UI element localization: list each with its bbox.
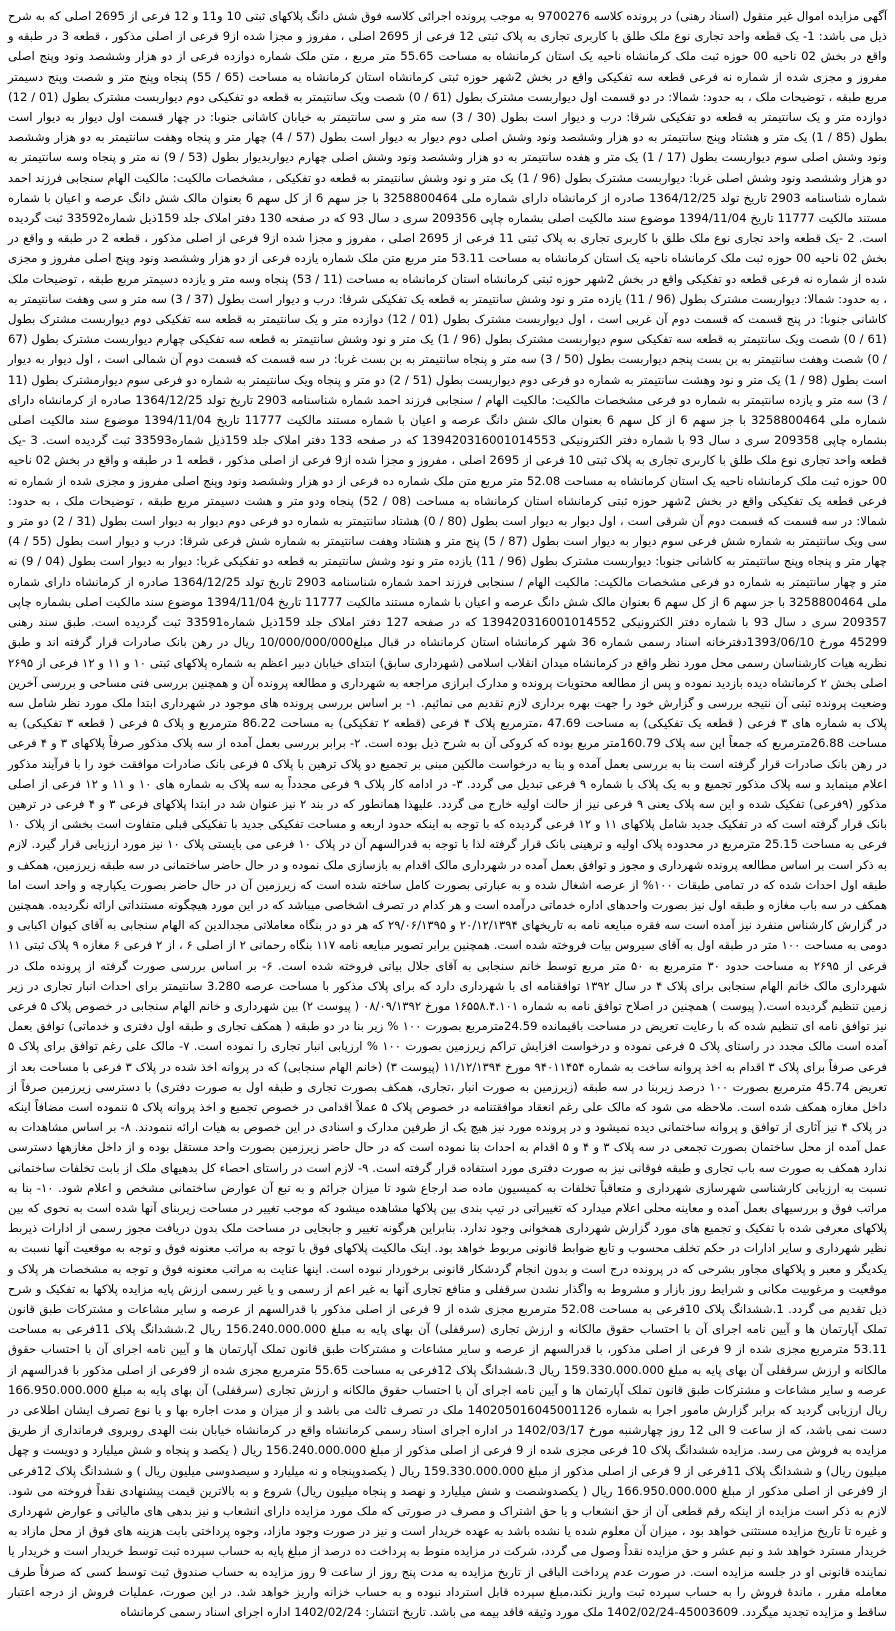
auction-notice-text: آگهی مزایده اموال غیر منقول (اسناد رهنی) در پرونده کلاسه 9700276 به موجب پرونده اجرائی کلاسه فوق شش دانگ پلاکهای ثبتی 10 و11 و 12 فرعی از 2695 اصلی که به شرح ذیل می باشد: 1- یک قطعه واحد تجاری نوع ملک طلق با کاربری تجاری به پلاک ثبتی 12 فرعی از 2695 اصلی ، مفروز و مجزا شده از9 فرعی از اصلی مذکور ، قطعه 3 در طبقه و واقع در بخش 02 ناحیه 00 حوزه ثبت ملک کرمانشاه ناحیه یک استان کرمانشاه به مساحت 55.65 متر مربع ، متن ملک شماره دوازده فرعی از دو هزار وششصد ونود وپنج اصلی مفروز و مجزی شده از شماره نه فرعی قطعه سه تفکیکی واقع در بخش 2شهر حوزه ثبتی کرمانشاه استان کرمانشاه به مساحت (65 / 55) پنجاه وپنج متر و شصت وپنج دسیمتر مربع طبقه ، توضیحات ملک ، به حدود: شمالا: در دو قسمت اول دیواربست مشترک بطول (61 / 0) شصت ویک سانتیمتر به قطعه دو تفکیکی دوم دیواربست مشترک بطول (01 / 12) دوازده متر و یک سانتیمتر به قطعه دو تفکیکی شرقا: درب و دیوار است بطول (30 / 3) سه متر و سی سانتیمتر به خیابان کاشانی جنوبا: در چهار قسمت اول دیوار به دیوار است بطول (85 / 1) یک متر و هشتاد وپنج سانتیمتر به دو هزار وششصد ونود وشش اصلی دوم دیوار به دیوار است بطول (57 / 4) چهار متر و پنجاه وهفت سانتیمتر به دو هزار وششصد ونود وشش اصلی سوم دیواربست بطول (17 / 1) یک متر و هفده سانتیمتر به دو هزار وششصد ونود وشش اصلی چهارم دیواربدیوار بطول (53 / 9) نه متر و پنجاه وسه سانتیمتر به دو هزار وششصد ونود وشش اصلی غربا: دیواربست مشترک بطول (96 / 1) یک متر و نود وشش سانتیمتر به قطعه دو تفکیکی ، مشخصات مالکیت: مالکیت الهام سنجابی فرزند احمد شماره شناسنامه 2903 تاریخ تولد 1364/12/25 صادره از کرمانشاه دارای شماره ملی 3258800464 با جز سهم 6 از کل سهم 6 بعنوان مالک شش دانگ عرصه و اعیان با شماره مستند مالکیت 11777 تاریخ 1394/11/04 موضوع سند مالکیت اصلی بشماره چاپی 209356 سری د سال 93 که در صفحه 130 دفتر املاک جلد 159ذیل شماره33592 ثبت گردیده است. 2 -یک قطعه واحد تجاری نوع ملک طلق با کاربری تجاری به پلاک ثبتی 11 فرعی از 2695 اصلی ، مفروز و مجزا شده از9 فرعی از اصلی مذکور ، قطعه 2 در طبقه و واقع در بخش 02 ناحیه 00 حوزه ثبت ملک کرمانشاه ناحیه یک استان کرمانشاه به مساحت 53.11 متر مربع متن ملک شماره یازده فرعی از دو هزار وششصد ونود وپنج اصلی مفروز و مجزی شده از شماره نه فرعی قطعه دو تفکیکی واقع در بخش 2شهر حوزه ثبتی کرمانشاه استان کرمانشاه به مساحت (11 / 53) پنجاه وسه متر و یازده دسیمتر مربع طبقه ، توضیحات ملک ، به حدود: شمالا: دیواربست مشترک بطول (96 / 11) یازده متر و نود وشش سانتیمتر به قطعه یک تفکیکی شرقا: درب و دیوار است بطول (37 / 3) سه متر و سی وهفت سانتیمتر به کاشانی جنوبا: در پنج قسمت که قسمت دوم آن غربی است ، اول دیواربست مشترک بطول (01 / 12) دوازده متر و یک سانتیمتر به قطعه سه تفکیکی دوم دیواربست مشترک بطول (61 / 0) شصت ویک سانتیمتر به قطعه سه تفکیکی سوم دیواربست مشترک بطول (96 / 1) یک متر و نود وشش سانتیمتر به قطعه سه تفکیکی چهارم دیواربست مشترک بطول (67 / 0) شصت وهفت سانتیمتر به بن بست پنجم دیواربست بطول (50 / 3) سه متر و پنجاه سانتیمتر به بن بست غربا: در سه قسمت که قسمت دوم آن شمالی است ، اول دیوار به دیوار است بطول (98 / 1) یک متر و نود وهشت سانتیمتر به شماره دو فرعی دوم دیواربست بطول (51 / 2) دو متر و پنجاه ویک سانتیمتر به شماره دو فرعی سوم دیوارمشترک بطول (11 / 3) سه متر و یازده سانتیمتر به شماره دو فرعی مشخصات مالکیت: مالکیت الهام / سنجابی فرزند احمد شماره شناسنامه 2903 تاریخ تولد 1364/12/25 صادره از کرمانشاه دارای شماره ملی 3258800464 با جز سهم 6 از کل سهم 6 بعنوان مالک شش دانگ عرصه و اعیان با شماره مستند مالکیت 11777 تاریخ 1394/11/04 موضوع سند مالکیت اصلی بشماره چاپی 209358 سری د سال 93 با شماره دفتر الکترونیکی 139420316001014553 که در صفحه 133 دفتر املاک جلد 159ذیل شماره33593 ثبت گردیده است. 3 -یک قطعه واحد تجاری نوع ملک طلق با کاربری تجاری به پلاک ثبتی 10 فرعی از 2695 اصلی ، مفروز و مجزا شده از9 فرعی از اصلی مذکور ، قطعه 1 در طبقه و واقع در بخش 02 ناحیه 00 حوزه ثبت ملک کرمانشاه ناحیه یک استان کرمانشاه به مساحت 52.08 متر مربع متن ملک شماره ده فرعی از دو هزار وششصد ونود وپنج اصلی مفروز و مجزی شده از شماره نه فرعی قطعه یک تفکیکی واقع در بخش 2شهر حوزه ثبتی کرمانشاه استان کرمانشاه به مساحت (08 / 52) پنجاه ودو متر و هشت دسیمتر مربع طبقه ، توضیحات ملک ، به حدود: شمالا: در سه قسمت که قسمت دوم آن شرقی است ، اول دیوار به دیوار است بطول (80 / 0) هشتاد سانتیمتر به شماره دو فرعی دوم دیوار به دیوار است بطول (31 / 2) دو متر و سی ویک سانتیمتر به شماره شش فرعی سوم دیوار به دیوار است بطول (87 / 5) پنج متر و هشتاد وهفت سانتیمتر به شماره شش فرعی شرقا: درب و دیوار است بطول (55 / 4) چهار متر و پنجاه وپنج سانتیمتر به کاشانی جنوبا: دیواربست مشترک بطول (96 / 11) یازده متر و نود وشش سانتیمتر به قطعه دو تفکیکی غربا: دیوار به دیوار است بطول (04 / 9) نه متر و چهار سانتیمتر به شماره دو فرعی مشخصات مالکیت: مالکیت الهام / سنجابی فرزند احمد شماره شناسنامه 2903 تاریخ تولد 1364/12/25 صادره از کرمانشاه دارای شماره ملی 3258800464 با جز سهم 6 از کل سهم 6 بعنوان مالک شش دانگ عرصه و اعیان با شماره مستند مالکیت 11777 تاریخ 1394/11/04 موضوع سند مالکیت اصلی بشماره چاپی 209357 سری د سال 93 با شماره دفتر الکترونیکی 139420316001014552 که در صفحه 127 دفتر املاک جلد 159ذیل شماره33591 ثبت گردیده است. طبق سند رهنی 45299 مورخ 1393/06/10دفترخانه اسناد رسمی شماره 36 شهر کرمانشاه استان کرمانشاه در قبال مبلغ10/000/000/000 ریال در رهن بانک صادرات قرار گرفته اند و طبق نظریه هیات کارشناسان رسمی محل مورد نظر واقع در کرمانشاه میدان انقلاب اسلامی (شهرداری سابق) ابتدای خیابان دبیر اعظم به شماره پلاکهای ثبتی ۱۰ و ۱۱ و ۱۲ فرعی از ۲۶۹۵ اصلی بخش ۲ کرمانشاه دیده بازدید نموده و پس از مطالعه محتویات پرونده و مدارک ابرازی مراجعه به شهرداری و مطالعه پرونده آن و همچنین بررسی فنی مساحی و بررسی آخرین وضعیت پرونده ثبتی آن نتیجه بررسی و گزارش خود را جهت بهره برداری لازم تقدیم می نمائیم. ۱- بر اساس بررسی پرونده های موجود در شهرداری ابتدا ملک مورد نظر شامل سه پلاک به شماره های ۳ فرعی ( قطعه یک تفکیکی) به مساحت 47.69 ،مترمربع پلاک ۴ فرعی (قطعه ۲ تفکیکی) به مساحت 86.22 مترمربع و پلاک ۵ فرعی ( قطعه ۳ تفکیکی) به مساحت 26.88مترمربع که جمعاً این سه پلاک 160.79متر مربع بوده که کروکی آن به شرح ذیل بوده است. ۲- برابر بررسی بعمل آمده از سه پلاک مذکور صرفاً پلاکهای ۳ و ۴ فرعی در رهن بانک صادرات قرار گرفته است بنا به بررسی بعمل آمده و بنا به درخواست مالکین مبنی بر تجمیع دو پلاک ترهین با پلاک ۵ فرعی بانک صادرات موافقت خود را با فرآیند مذکور اعلام مینماید و سه پلاک مذکور تجمیع و به یک پلاک با شماره ۹ فرعی تبدیل می گردد. ۳- در ادامه کار پلاک ۹ فرعی مجدداً به سه پلاک به شماره های ۱۰ و ۱۱ و ۱۲ فرعی از اصلی مذکور (۹فرعی) تفکیک شده و این سه پلاک یعنی ۹ فرعی نیز از حالت اولیه خارج می گردد. علیهذا همانطور که در بند ۲ نیز عنوان شد در ابتدا پلاکهای فرعی ۳ و ۴ فرعی در ترهین بانک قرار گرفته است که در تفکیک جدید شامل پلاکهای ۱۱ و ۱۲ فرعی گردیده که با توجه به اینکه حدود اربعه و مساحت تفکیکی جدید با تفکیکی قبلی متفاوت است بخشی از پلاک ۱۰ فرعی به مساحت 25.15 مترمربع در محدوده پلاک اولیه و ترهینی بانک قرار گرفته لذا با توجه به قدرالسهم آن در پلاک ۱۰ فرعی می بایستی پلاک ۱۰ نیز مورد ارزیابی قرار گیرد. لازم به ذکر است بر اساس مطالعه پرونده شهرداری و مجوز و توافق بعمل آمده در شهرداری مالک اقدام به بازسازی ملک نموده و در حال حاضر ساختمانی در سه طبقه زیرزمین، همکف و طبقه اول احداث شده که در تمامی طبقات ۱۰۰% از عرصه اشغال شده و به عبارتی بصورت کامل ساخته شده است که زیرزمین آن در حال حاضر بصورت یکپارچه و واحد است اما همکف در سه باب مغازه و طبقه اول نیز بصورت واحدهای اداره خدماتی درآمده است و هر کدام در تصرف اشخاصی میباشد که در این مورد هیچگونه مستنداتی ارائه نگردیده. همچنین در گزارش کارشناس منفرد نیز آمده است سه فقره مبایعه نامه به تاریخهای ۲۰/۱۲/۱۳۹۴ و ۲۹/۰۶/۱۳۹۵ که هر دو در بنگاه معاملاتی مجدالدین که الهام سنجابی به آقای کیوان اکبابی و دومی به مساحت ۱۰۰ متر در طبقه اول به آقای سیروس بیات فروخته شده است. همچنین برابر تصویر مبایعه نامه ۱۱۷ بنگاه رحمانی ۲ از اصلی ۶ ، از ۲ فرعی ۶ مغازه ۹ پلاک ثبتی ۱۱ فرعی از ۲۶۹۵ به مساحت حدود ۳۰ مترمربع به ۵۰ متر مربع توسط خانم سنجابی به آقای جلال بیاتی فروخته شده است. ۶- بر اساس بررسی صورت گرفته از پرونده ملک در شهرداری مالک خانم الهام سنجابی برای پلاک ۴ در سال ۱۳۹۲ توافقنامه ای با شهرداری دارد که برای پلاک مذکور با مساحت عرصه 3.280 سانتیمتر برای احداث انبار تجاری در زیر زمین تنظیم گردیده است.( پیوست ) همچنین در اصلاح توافق نامه به شماره ۱۶۵۵۸.۴.۱۰۱ مورخ ۰۸/۰۹/۱۳۹۲ ( پیوست ۲) بین شهرداری و خانم الهام سنجابی در خصوص پلاک ۵ فرعی نیز توافق نامه ای تنظیم شده که با رعایت تعریض در مساحت باقیمانده 24.59مترمربع بصورت ۱۰۰ % زیر بنا در دو طبقه ( همکف تجاری و طبقه اول دفتری و خدماتی) توافق بعمل آمده است مالک مجدد در راستای پلاک ۵ فرعی نموده و درخواست افزایش تراکم زیرزمین بصورت ۱۰۰ % ارزیابی انبار تجاری را نموده است. ۷- مالک علی رغم توافق برای پلاک ۵ فرعی صرفاً برای پلاک ۳ اقدام به اخذ پروانه ساخت به شماره ۹۴۰۱۱۴۵۴ مورخ ۱۱/۱۲/۱۳۹۴ (پیوست ۳) (خانم الهام سنجابی) که در پروانه اخذ شده در پلاک ۳ فرعی با مساحت بعد از تعریض 45.74 مترمربع بصورت ۱۰۰ درصد زیربنا در سه طبقه (زیرزمین به صورت انبار ،تجاری، همکف بصورت تجاری و طبقه اول به صورت دفتری) با دسترسی زیرزمین صرفاً از داخل مغازه همکف شده است. ملاحظه می شود که مالک علی رغم انعقاد موافقتنامه در خصوص پلاک ۵ عملاً اقدامی در خصوص تجمیع و اخذ پروانه پلاک ۵ ننموده است مضافاً اینکه در پلاک ۴ نیز آثاری از توافق و پروانه ساختمانی دیده نمیشود و در پرونده مورد نیز هیچ یک از طرفین مدارک و اسنادی در این خصوص به هیات ارائه ننمودند. ۸- بر اساس مشاهدات به عمل آمده از محل ساختمان بصورت تجمعی در سه پلاک ۳ و ۴ و ۵ اقدام به احداث بنا نموده است که در حال حاضر زیرزمین بصورت واحد مستقل بوده و از داخل مغازهها دسترسی ندارد همکف به صورت سه باب تجاری و طبقه فوقانی نیز به صورت دفتری مورد استفاده قرار گرفته است. ۹- لازم است در راستای احصاء کل بدهیهای ملک از بابت تخلفات ساختمانی نسبت به ارزیابی کارشناسی شهرسازی شهرداری و متعاقباً تخلفات به کمیسیون ماده صد ارجاع شود تا میزان جرائم و به تبع آن عوارض ساختمانی مشخص و اعلام شود. ۱۰- بنا به مراتب فوق و بررسیهای بعمل آمده و معاینه محلی اعلام میدارد که تغییراتی در تیپ بندی بین پلاکها مشاهده میشود که موجب تغییر در مساحت زیربنای آنها شده است به نحوی که بین پلاکهای معرفی شده با تفکیک و تجمیع های مورد گزارش شهرداری همخوانی وجود ندارد. بنابراین هرگونه تغییر و جابجایی در مساحت ملک بدون دریافت مجوز رسمی از ادارات ذیربط نظیر شهرداری و سایر ادارات در حکم تخلف محسوب و تابع ضوابط قانونی مربوط خواهد بود. اینک مالکیت پلاکهای فوق با توجه به مراتب معنونه فوق و توجه به موقعیت آنها نسبت به یکدیگر و معبر و پلاکهای مجاور بشرحی که در پرونده درج است و بدون انجام گردشکار قانونی برخوردار نبوده است. اینها عنایت به مراتب معنونه فوق و توجه به مشخصات هر پلاک و موقعیت و مرغوبیت مکانی و شرایط روز بازار و مشروط به واگذار نشدن سرقفلی و منافع تجاری آنها به غیر اعم از رسمی و یا غیر رسمی ارزش پایه مزایده پلاکها به تفکیک و شرح ذیل تقدیم می گردد. 1.ششدانگ پلاک 10فرعی به مساحت 52.08 مترمربع مجزی شده از 9 فرعی از اصلی مذکور با قدرالسهم از عرصه و سایر مشاعات و مشترکات طبق قانون تملک آپارتمان ها و آیین نامه اجرای آن با احتساب حقوق مالکانه و ارزش تجاری (سرقفلی) آن بهای پایه به مبلغ 156.240.000.000 ریال 2.ششدانگ پلاک 11فرعی به مساحت 53.11 مترمربع مجزی شده از 9 فرعی از اصلی مذکور، با قدرالسهم از عرصه و سایر مشاعات و مشترکات طبق قانون تملک آپارتمان ها و آیین نامه اجرای آن با احتساب حقوق مالکانه و ارزش سرقفلی آن بهای پایه به مبلغ 159.330.000.000 ریال 3.ششدانگ پلاک 12فرعی به مساحت 55.65 مترمربع مجزی شده از 9فرعی از اصلی مذکور با قدرالسهم از عرصه و سایر مشاعات و مشترکات طبق قانون تملک آپارتمان ها و آیین نامه اجرای آن با احتساب حقوق مالکانه و ارزش تجاری (سرقفلی) آن بهای پایه به مبلغ 166.950.000.000 ریال ارزیابی گردید که برابر گزارش مامور اجرا به شماره 140205016045001126 ملک در تصرف ثالث می باشد و از میزان و مدت اجاره بها و یا نوع تصرف ایشان اطلاعی در دست نمی باشد، که از ساعت 9 الی 12 روز چهارشنبه مورخ 1402/03/17 در اداره اجرای اسناد رسمی کرمانشاه واقع در کرمانشاه خیابان بنت الهدی روبروی فرمانداری از طریق مزایده به فروش می رسد. مزایده ششدانگ پلاک 10 فرعی مجزی شده از 9 فرعی از اصلی مذکور از مبلغ 156.240.000.000 ریال ( یکصد و پنجاه و شش میلیارد و دویست و چهل میلیون ریال) و ششدانگ پلاک 11فرعی از 9 فرعی از اصلی مذکور از مبلغ 159.330.000.000 ریال ( یکصدوپنجاه و نه میلیارد و سیصدوسی میلیون ریال ) و ششدانگ پلاک 12فرعی از 9فرعی از اصلی مذکور از مبلغ 166.950.000.000 ریال ( یکصدوشصت و شش میلیارد و نهصد و پنجاه میلیون ریال) شروع و به بالاترین قیمت پیشنهادی نقداً فروخته می شود. لازم به ذکر است مزایده از اینکه رقم قطعی آن از حق انشعاب و یا حق اشتراک و مصرف در صورتی که ملک مورد مزایده دارای انشعاب و نیز بدهی های مالیاتی و عوارض شهرداری و غیره تا تاریخ مزایده مستثنی خواهد بود ، میزان آن معلوم شده یا نشده باشد به عهده خریدار است و نیز در صورت وجود مازاد، وجوه پرداختی بابت هزینه های فوق از محل مازاد به خریدار مسترد خواهد شد و نیم عشر و حق مزایده نقداً وصول می گردد، شرکت در مزایده منوط به پرداخت ده درصد از مبلغ پایه به حساب سپرده ثبت توسط خریدار است و خریدار یا نماینده قانونی او در جلسه مزایده است. در صورت عدم پرداخت الباقی از تاریخ مزایده به مدت پنج روز از ساعت 9 روز مزایده به حساب صندوق ثبت توسط کسی که صرفاً طرف معامله مقرر ، ماندهٔ فروش را به حساب سپرده ثبت واریز نکند،مبلغ سپرده قابل استرداد نبوده و به حساب خزانه واریز خواهد شد. در این صورت، عملیات فروش از درجه اعتبار ساقط و مزایده تجدید میگردد. 45003609-1402/02/24 ملک مورد وثیقه فاقد بیمه می باشد. تاریخ انتشار: 1402/02/24 اداره اجرای اسناد رسمی کرمانشاه: [8, 9, 888, 1620]
